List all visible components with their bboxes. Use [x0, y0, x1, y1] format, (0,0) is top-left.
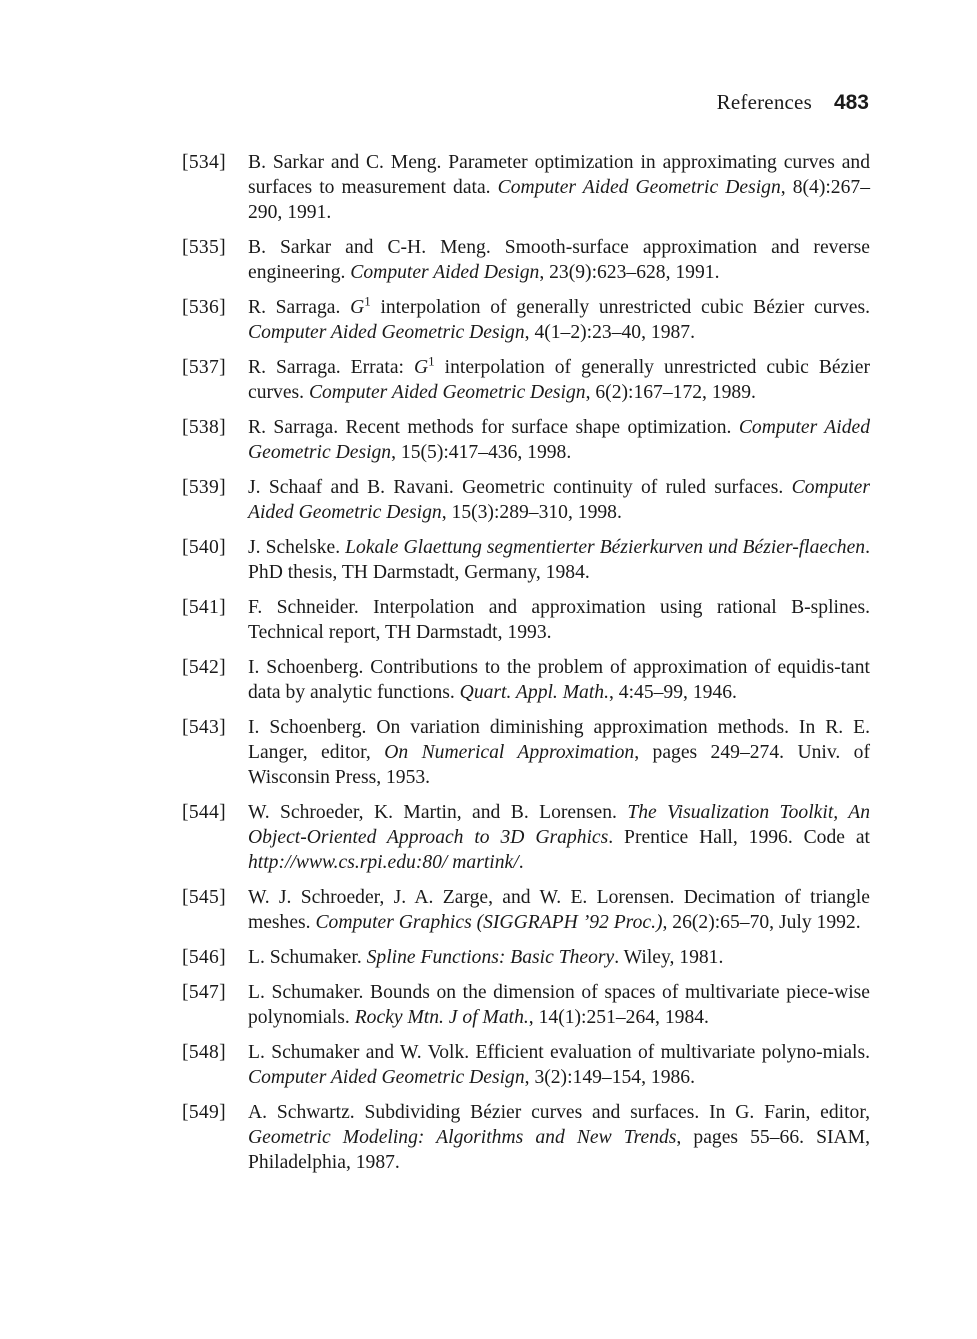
text-run: . Prentice Hall, 1996. Code at: [608, 827, 871, 848]
superscript: 1: [428, 353, 435, 369]
reference-number: [536]: [182, 297, 226, 318]
text-run: W. J. Schroeder, J. A. Zarge, and W. E. Lorensen. Decimation of triangle meshes.: [248, 887, 870, 933]
text-run: J. Schelske.: [248, 537, 346, 558]
italic-text: Computer Aided Geometric Design: [248, 322, 525, 343]
reference-entry: [182, 150, 870, 225]
reference-text: [248, 235, 870, 285]
text-run: A. Schwartz. Subdividing Bézier curves and surfaces. In G. Farin, editor,: [248, 1102, 870, 1123]
italic-text: http://www.cs.rpi.edu:80/ martink/: [248, 852, 519, 873]
reference-entry: [182, 475, 870, 525]
reference-entry: [182, 355, 870, 405]
text-run: , 14(1):251–264, 1984.: [528, 1007, 709, 1028]
italic-text: Lokale Glaettung segmentierter Bézierkurven und Bézier-flaechen: [345, 537, 866, 558]
text-run: .: [518, 852, 524, 873]
reference-text: [248, 945, 870, 970]
reference-entry: [182, 885, 870, 935]
text-run: , 8(4):267–290, 1991.: [248, 177, 870, 223]
text-run: B. Sarkar and C. Meng. Parameter optimization in approximating curves and surfaces to measurement data.: [248, 152, 870, 198]
italic-text: Computer Aided Geometric Design: [248, 417, 870, 463]
reference-text: [248, 655, 870, 705]
reference-number: [545]: [182, 887, 226, 908]
reference-text: [248, 415, 870, 465]
text-run: , 4(1–2):23–40, 1987.: [524, 322, 695, 343]
reference-entry: [182, 980, 870, 1030]
reference-text: [248, 715, 870, 790]
reference-text: [248, 800, 870, 875]
italic-text: Rocky Mtn. J of Math.: [354, 1007, 529, 1028]
reference-text: [248, 295, 870, 345]
reference-entry: [182, 655, 870, 705]
reference-entry: [182, 595, 870, 645]
reference-number: [549]: [182, 1102, 226, 1123]
text-run: , 23(9):623–628, 1991.: [539, 262, 720, 283]
italic-text: Computer Graphics (SIGGRAPH ’92 Proc.): [315, 912, 663, 933]
reference-entry: [182, 535, 870, 585]
reference-number: [541]: [182, 597, 226, 618]
text-run: , 15(5):417–436, 1998.: [391, 442, 572, 463]
running-head: [717, 90, 869, 115]
reference-number: [543]: [182, 717, 226, 738]
reference-text: [248, 1040, 870, 1090]
italic-text: Quart. Appl. Math.: [459, 682, 609, 703]
reference-entry: [182, 235, 870, 285]
text-run: L. Schumaker.: [248, 947, 367, 968]
reference-text: [248, 980, 870, 1030]
text-run: , 26(2):65–70, July 1992.: [662, 912, 861, 933]
text-run: L. Schumaker and W. Volk. Efficient evaluation of multivariate polyno-mials.: [248, 1042, 870, 1063]
text-run: , pages 249–274. Univ. of Wisconsin Press, 1953.: [248, 742, 870, 788]
text-run: I. Schoenberg. Contributions to the problem of approximation of equidis-tant data by analytic functions.: [248, 657, 870, 703]
reference-text: [248, 355, 870, 405]
reference-number: [534]: [182, 152, 226, 173]
text-run: F. Schneider. Interpolation and approximation using rational B-splines. Technical report, TH Darmstadt, 1993.: [248, 597, 870, 643]
reference-number: [539]: [182, 477, 226, 498]
reference-number: [547]: [182, 982, 226, 1003]
text-run: , 6(2):167–172, 1989.: [585, 382, 756, 403]
italic-text: Computer Aided Geometric Design: [248, 477, 870, 523]
reference-text: [248, 475, 870, 525]
text-run: R. Sarraga. Errata:: [248, 357, 414, 378]
reference-list: [182, 150, 870, 1185]
text-run: interpolation of generally unrestricted cubic Bézier curves.: [370, 297, 870, 318]
text-run: , 3(2):149–154, 1986.: [524, 1067, 695, 1088]
reference-entry: [182, 1040, 870, 1090]
reference-text: [248, 150, 870, 225]
reference-text: [248, 535, 870, 585]
running-title: References: [716, 90, 812, 114]
reference-entry: [182, 415, 870, 465]
reference-entry: [182, 945, 870, 970]
italic-text: Computer Aided Geometric Design: [497, 177, 781, 198]
page-number: 483: [833, 91, 869, 114]
reference-text: [248, 885, 870, 935]
text-run: J. Schaaf and B. Ravani. Geometric continuity of ruled surfaces.: [248, 477, 792, 498]
italic-text: Spline Functions: Basic Theory: [366, 947, 615, 968]
reference-number: [546]: [182, 947, 226, 968]
reference-number: [540]: [182, 537, 226, 558]
reference-text: [248, 595, 870, 645]
text-run: . Wiley, 1981.: [614, 947, 724, 968]
text-run: L. Schumaker. Bounds on the dimension of spaces of multivariate piece-wise polynomials.: [248, 982, 870, 1028]
reference-number: [535]: [182, 237, 226, 258]
italic-text: Computer Aided Geometric Design: [248, 1067, 525, 1088]
text-run: , 4:45–99, 1946.: [609, 682, 737, 703]
text-run: . PhD thesis, TH Darmstadt, Germany, 1984.: [248, 537, 870, 583]
reference-entry: [182, 715, 870, 790]
reference-text: [248, 1100, 870, 1175]
reference-entry: [182, 295, 870, 345]
italic-text: G: [350, 297, 365, 318]
reference-entry: [182, 1100, 870, 1175]
italic-text: G: [413, 357, 429, 378]
reference-number: [537]: [182, 357, 226, 378]
text-run: R. Sarraga.: [248, 297, 351, 318]
superscript: 1: [364, 293, 371, 309]
text-run: , pages 55–66. SIAM, Philadelphia, 1987.: [248, 1127, 871, 1173]
text-run: W. Schroeder, K. Martin, and B. Lorensen.: [248, 802, 628, 823]
text-run: B. Sarkar and C-H. Meng. Smooth-surface approximation and reverse engineering.: [248, 237, 870, 283]
reference-number: [538]: [182, 417, 226, 438]
italic-text: Geometric Modeling: Algorithms and New Trends: [248, 1127, 677, 1148]
text-run: R. Sarraga. Recent methods for surface shape optimization.: [248, 417, 739, 438]
reference-entry: [182, 800, 870, 875]
italic-text: Computer Aided Design: [350, 262, 540, 283]
reference-number: [548]: [182, 1042, 226, 1063]
italic-text: On Numerical Approximation: [384, 742, 635, 763]
text-run: interpolation of generally unrestricted cubic Bézier curves.: [248, 357, 870, 403]
italic-text: Computer Aided Geometric Design: [308, 382, 586, 403]
italic-text: The Visualization Toolkit, An Object-Oriented Approach to 3D Graphics: [248, 802, 870, 848]
reference-number: [544]: [182, 802, 226, 823]
text-run: I. Schoenberg. On variation diminishing approximation methods. In R. E. Langer, editor,: [248, 717, 870, 763]
reference-number: [542]: [182, 657, 226, 678]
text-run: , 15(3):289–310, 1998.: [441, 502, 622, 523]
